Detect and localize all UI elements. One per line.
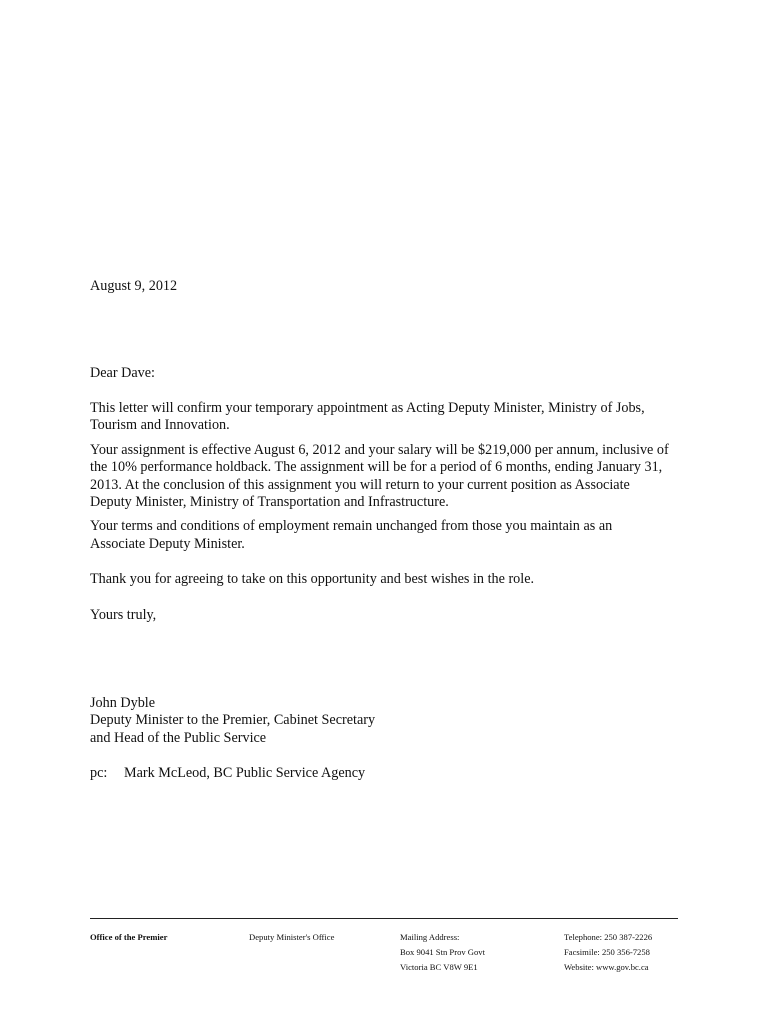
footer-mailing-column: [400, 930, 485, 975]
paragraph-employment-conditions: Your terms and conditions of employment remain unchanged from those you maintain as an Associate Deputy Minister.: [90, 518, 613, 552]
signatory-name: John Dyble: [90, 695, 156, 711]
footer-department: Deputy Minister's Office: [249, 932, 335, 942]
signatory-title-line1: Deputy Minister to the Premier, Cabinet Secretary: [90, 712, 376, 729]
footer-department-column: [249, 930, 334, 945]
signature-block: [90, 695, 670, 747]
paragraph-appointment: This letter will confirm your temporary appointment as Acting Deputy Minister, Ministry of Jobs, Tourism and Innovation.: [90, 400, 645, 434]
letter-date: August 9, 2012: [90, 278, 178, 294]
footer-divider: [90, 918, 678, 919]
footer-mailing-line1: Box 9041 Stn Prov Govt: [400, 947, 485, 957]
footer-office: Office of the Premier: [90, 932, 168, 942]
footer-telephone: Telephone: 250 387-2226: [564, 932, 653, 942]
closing: Yours truly,: [90, 607, 157, 623]
footer-website: Website: www.gov.bc.ca: [564, 962, 649, 972]
pc-recipient: Mark McLeod, BC Public Service Agency: [124, 765, 366, 781]
footer-mailing-label: Mailing Address:: [400, 932, 460, 942]
pc-line: [90, 765, 670, 782]
pc-label: pc:: [90, 765, 108, 781]
paragraph-assignment-terms: Your assignment is effective August 6, 2012 and your salary will be $219,000 per annum, inclusive of the 10% performance holdback. The assignment will be for a period of 6 months, ending January 31, 2013. At the conclusion of this assignment you will return to your current position as Associate Deputy Minister, Ministry of Transportation and Infrastructure.: [90, 441, 669, 511]
signatory-title-line2: and Head of the Public Service: [90, 729, 267, 746]
footer-mailing-line2: Victoria BC V8W 9E1: [400, 962, 478, 972]
footer-contact-column: [564, 930, 652, 975]
footer-facsimile: Facsimile: 250 356-7258: [564, 947, 650, 957]
letter-body: [90, 400, 670, 596]
paragraph-thanks: Thank you for agreeing to take on this opportunity and best wishes in the role.: [90, 571, 535, 588]
footer-office-column: [90, 930, 167, 945]
salutation: Dear Dave:: [90, 365, 155, 381]
